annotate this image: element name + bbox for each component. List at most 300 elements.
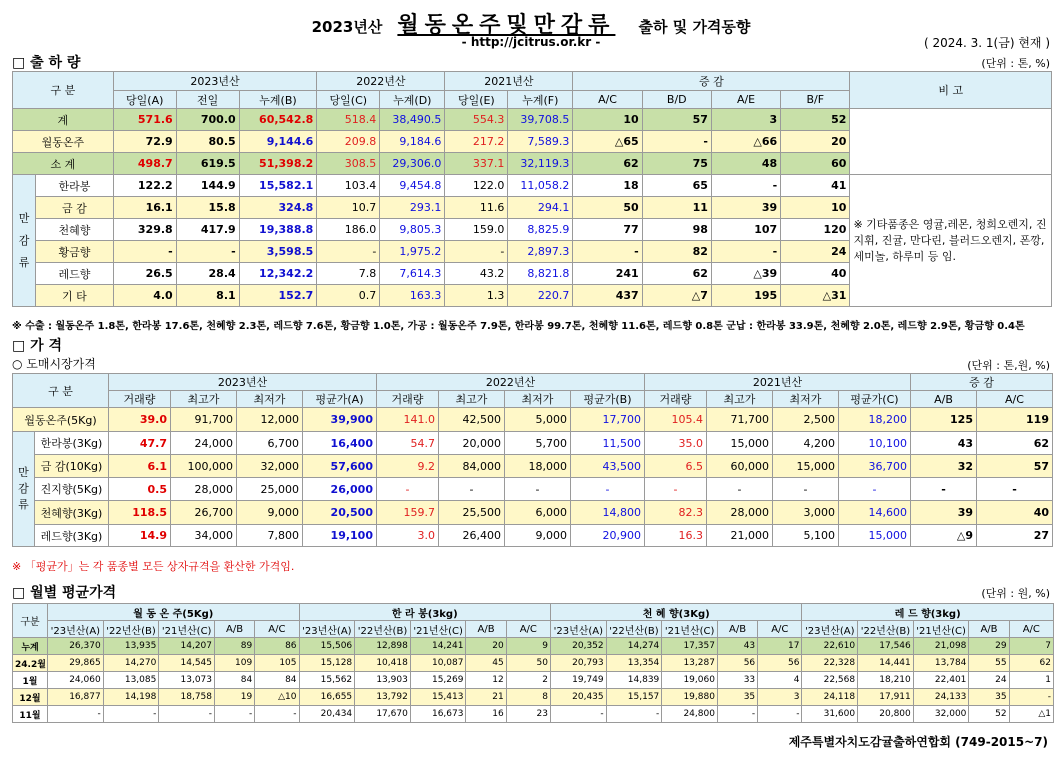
table-cell: 26,000 <box>303 478 377 501</box>
table-cell: 19,388.8 <box>239 219 317 241</box>
table-cell: 21 <box>466 689 506 706</box>
table-cell: 43 <box>717 638 757 655</box>
table-cell: 16,877 <box>48 689 104 706</box>
subheader-cell: A/C <box>977 391 1053 408</box>
side-label-mangam: 만 감 류 <box>13 175 36 307</box>
table-cell: - <box>571 478 645 501</box>
table-cell: 13,073 <box>159 672 215 689</box>
table-cell: 15,413 <box>410 689 466 706</box>
table-cell: 13,354 <box>606 655 662 672</box>
subheader-cell: 최고가 <box>707 391 773 408</box>
subheader-cell: 거래량 <box>109 391 171 408</box>
table-cell: 17,546 <box>858 638 914 655</box>
table-cell: 2,897.3 <box>508 241 573 263</box>
subheader-cell: 최저가 <box>505 391 571 408</box>
table-cell: 3,598.5 <box>239 241 317 263</box>
table-cell: 43 <box>911 432 977 455</box>
table-cell: 98 <box>642 219 711 241</box>
table-cell: 14,270 <box>103 655 159 672</box>
table-cell: - <box>215 706 255 723</box>
table-cell: 12,898 <box>355 638 411 655</box>
table-cell: 36,700 <box>839 455 911 478</box>
table-cell: 1.3 <box>445 285 508 307</box>
table-cell: 20 <box>781 131 850 153</box>
table-cell: 105.4 <box>645 408 707 432</box>
table-cell: 19,880 <box>662 689 718 706</box>
table-cell: 56 <box>758 655 802 672</box>
table-cell: 15,000 <box>839 525 911 547</box>
subheader-cell: '21년산(C) <box>159 621 215 638</box>
table-cell: 82 <box>642 241 711 263</box>
table-cell: 25,000 <box>237 478 303 501</box>
table-cell: 32,119.3 <box>508 153 573 175</box>
subheader-cell: '21년산(C) <box>662 621 718 638</box>
table-cell: 3,000 <box>773 501 839 525</box>
shipment-unit: (단위 : 톤, %) <box>981 57 1050 70</box>
table-cell: 18 <box>573 175 642 197</box>
header-label: 구분 <box>13 604 48 638</box>
table-row <box>13 408 1053 432</box>
table-cell: 14,207 <box>159 638 215 655</box>
header-row <box>13 391 1053 408</box>
row-label: 천혜향 <box>36 219 114 241</box>
subheader-cell: A/C <box>506 621 550 638</box>
table-cell: 13,935 <box>103 638 159 655</box>
subheader-cell: A/B <box>969 621 1009 638</box>
group-header: 한 라 봉(3kg) <box>299 604 550 621</box>
as-of-date: ( 2024. 3. 1(금) 현재 ) <box>923 36 1050 50</box>
table-cell: 7,614.3 <box>380 263 445 285</box>
table-cell: 20,800 <box>858 706 914 723</box>
table-cell: 77 <box>573 219 642 241</box>
table-cell: 9 <box>506 638 550 655</box>
table-cell: 152.7 <box>239 285 317 307</box>
table-cell: 20,900 <box>571 525 645 547</box>
table-cell: 35 <box>717 689 757 706</box>
table-cell: 28,000 <box>707 501 773 525</box>
table-cell: 20,793 <box>550 655 606 672</box>
table-cell: 24 <box>781 241 850 263</box>
table-cell: 43.2 <box>445 263 508 285</box>
subheader-cell: B/D <box>642 91 711 109</box>
table-cell: △7 <box>642 285 711 307</box>
table-cell: - <box>606 706 662 723</box>
header-row <box>13 72 1052 91</box>
table-cell: 1 <box>1009 672 1053 689</box>
table-cell: 9,805.3 <box>380 219 445 241</box>
table-cell: 21,000 <box>707 525 773 547</box>
table-cell: 7.8 <box>317 263 380 285</box>
table-cell: - <box>773 478 839 501</box>
table-row <box>13 109 1052 131</box>
table-cell: 18,200 <box>839 408 911 432</box>
table-cell: 39.0 <box>109 408 171 432</box>
table-cell: 17,670 <box>355 706 411 723</box>
table-cell: 17 <box>758 638 802 655</box>
table-cell: 118.5 <box>109 501 171 525</box>
table-cell: 48 <box>711 153 780 175</box>
table-cell: 24,000 <box>171 432 237 455</box>
table-cell: - <box>707 478 773 501</box>
table-cell: △39 <box>711 263 780 285</box>
table-cell: △1 <box>1009 706 1053 723</box>
table-cell: 293.1 <box>380 197 445 219</box>
table-cell: - <box>550 706 606 723</box>
table-cell: 109 <box>215 655 255 672</box>
table-cell: 3 <box>711 109 780 131</box>
table-cell: 62 <box>573 153 642 175</box>
row-label: 소 계 <box>13 153 114 175</box>
table-cell: 122.0 <box>445 175 508 197</box>
table-cell: △31 <box>781 285 850 307</box>
price-unit: (단위 : 톤,원, %) <box>967 359 1050 372</box>
table-cell: 24,800 <box>662 706 718 723</box>
table-cell: 3.0 <box>377 525 439 547</box>
subheader-cell: 거래량 <box>645 391 707 408</box>
table-cell: 14,198 <box>103 689 159 706</box>
monthly-section-title: □ 월별 평균가격 <box>12 585 117 601</box>
table-cell: 119 <box>977 408 1053 432</box>
subheader-cell: 누계(F) <box>508 91 573 109</box>
table-cell: 15,506 <box>299 638 355 655</box>
row-label: 한라봉 <box>36 175 114 197</box>
table-cell: 186.0 <box>317 219 380 241</box>
table-cell: 24,133 <box>913 689 969 706</box>
table-cell: 24,060 <box>48 672 104 689</box>
shipment-section-title: □ 출 하 량 <box>12 55 81 71</box>
table-cell: 52 <box>781 109 850 131</box>
table-cell: 18,758 <box>159 689 215 706</box>
title-suffix: 출하 및 가격동향 <box>638 18 751 36</box>
table-cell: 60 <box>781 153 850 175</box>
table-cell: 9,144.6 <box>239 131 317 153</box>
table-cell: 141.0 <box>377 408 439 432</box>
subheader-cell: 평균가(A) <box>303 391 377 408</box>
table-cell: 80.5 <box>176 131 239 153</box>
table-cell: 84 <box>215 672 255 689</box>
table-cell: 29 <box>969 638 1009 655</box>
table-cell: 16.1 <box>113 197 176 219</box>
table-cell: 23 <box>506 706 550 723</box>
table-cell: 120 <box>781 219 850 241</box>
table-cell: 16,400 <box>303 432 377 455</box>
table-cell: 619.5 <box>176 153 239 175</box>
table-row <box>13 432 1053 455</box>
table-cell: 0.7 <box>317 285 380 307</box>
table-cell: 41 <box>781 175 850 197</box>
table-cell: 125 <box>911 408 977 432</box>
table-cell: 0.5 <box>109 478 171 501</box>
table-cell: 8 <box>506 689 550 706</box>
row-label: 12월 <box>13 689 48 706</box>
table-cell: 18,000 <box>505 455 571 478</box>
table-cell: 84,000 <box>439 455 505 478</box>
table-cell: 103.4 <box>317 175 380 197</box>
table-cell: 11 <box>642 197 711 219</box>
table-cell: 15,157 <box>606 689 662 706</box>
row-label: 누계 <box>13 638 48 655</box>
table-cell: 28.4 <box>176 263 239 285</box>
table-cell: 22,568 <box>802 672 858 689</box>
table-cell: 15,128 <box>299 655 355 672</box>
table-cell: 26,700 <box>171 501 237 525</box>
table-cell: 29,865 <box>48 655 104 672</box>
table-cell: 14,274 <box>606 638 662 655</box>
table-cell: - <box>439 478 505 501</box>
subheader-cell: '23년산(A) <box>299 621 355 638</box>
table-cell: - <box>377 478 439 501</box>
header-row <box>13 621 1054 638</box>
table-row <box>13 655 1054 672</box>
table-cell: 1,975.2 <box>380 241 445 263</box>
table-cell: 294.1 <box>508 197 573 219</box>
table-cell: 417.9 <box>176 219 239 241</box>
table-cell: 7,589.3 <box>508 131 573 153</box>
table-cell: 32,000 <box>913 706 969 723</box>
subheader-cell: 최고가 <box>439 391 505 408</box>
table-cell: 26,370 <box>48 638 104 655</box>
monthly-unit: (단위 : 원, %) <box>981 587 1050 600</box>
header-row <box>13 374 1053 391</box>
table-cell: - <box>758 706 802 723</box>
table-cell: 91,700 <box>171 408 237 432</box>
table-cell: 38,490.5 <box>380 109 445 131</box>
table-cell: 57 <box>977 455 1053 478</box>
table-cell: 4 <box>758 672 802 689</box>
subheader-cell: '22년산(B) <box>103 621 159 638</box>
row-label: 월동온주 <box>13 131 114 153</box>
table-cell: △66 <box>711 131 780 153</box>
table-cell: 11,500 <box>571 432 645 455</box>
table-cell: 7 <box>1009 638 1053 655</box>
price-table <box>12 373 1053 547</box>
subheader-cell: A/B <box>466 621 506 638</box>
row-label: 월동온주(5Kg) <box>13 408 109 432</box>
table-row <box>13 689 1054 706</box>
table-cell: 20 <box>466 638 506 655</box>
subheader-cell: '21년산(C) <box>913 621 969 638</box>
subheader-cell: A/C <box>255 621 299 638</box>
subheader-cell: A/E <box>711 91 780 109</box>
footer-org: 제주특별자치도감귤출하연합회 (749-2015~7) <box>788 735 1048 749</box>
subheader-cell: '22년산(B) <box>606 621 662 638</box>
header-2022: 2022년산 <box>377 374 645 391</box>
header-change: 증 감 <box>573 72 850 91</box>
table-cell: 220.7 <box>508 285 573 307</box>
table-cell: 6.1 <box>109 455 171 478</box>
table-cell: - <box>1009 689 1053 706</box>
table-cell: 12,000 <box>237 408 303 432</box>
table-cell: 34,000 <box>171 525 237 547</box>
subheader-cell: 당일(E) <box>445 91 508 109</box>
side-label-mangam: 만 감 류 <box>13 432 35 547</box>
table-cell: 40 <box>781 263 850 285</box>
subheader-cell: '22년산(B) <box>355 621 411 638</box>
table-cell: 86 <box>255 638 299 655</box>
subheader-cell: '21년산(C) <box>410 621 466 638</box>
table-cell: 11,058.2 <box>508 175 573 197</box>
table-cell: 60,000 <box>707 455 773 478</box>
table-cell: 56 <box>717 655 757 672</box>
table-cell: 43,500 <box>571 455 645 478</box>
table-cell: 14,600 <box>839 501 911 525</box>
subheader-cell: 누계(B) <box>239 91 317 109</box>
group-header: 레 드 향(3kg) <box>802 604 1054 621</box>
table-cell: 26,400 <box>439 525 505 547</box>
table-cell: 10 <box>781 197 850 219</box>
subheader-cell: B/F <box>781 91 850 109</box>
table-cell: 518.4 <box>317 109 380 131</box>
group-header: 천 혜 향(3Kg) <box>550 604 801 621</box>
subheader-cell: '23년산(A) <box>48 621 104 638</box>
table-cell: 16 <box>466 706 506 723</box>
table-cell: 29,306.0 <box>380 153 445 175</box>
subheader-cell: 누계(D) <box>380 91 445 109</box>
table-cell: 13,287 <box>662 655 718 672</box>
table-cell: 14,545 <box>159 655 215 672</box>
table-cell: 9,454.8 <box>380 175 445 197</box>
header-2021: 2021년산 <box>645 374 911 391</box>
row-label: 레드향(3Kg) <box>35 525 109 547</box>
table-row <box>13 478 1053 501</box>
table-cell: 21,098 <box>913 638 969 655</box>
header-row <box>13 604 1054 621</box>
subheader-cell: '23년산(A) <box>802 621 858 638</box>
table-cell: 82.3 <box>645 501 707 525</box>
table-cell: 15.8 <box>176 197 239 219</box>
table-cell: 20,352 <box>550 638 606 655</box>
table-cell: 10,418 <box>355 655 411 672</box>
table-cell: 2 <box>506 672 550 689</box>
table-cell: 60,542.8 <box>239 109 317 131</box>
table-cell: 17,357 <box>662 638 718 655</box>
header-2023: 2023년산 <box>109 374 377 391</box>
table-row <box>13 525 1053 547</box>
table-cell: 9,000 <box>505 525 571 547</box>
subheader-cell: A/C <box>1009 621 1053 638</box>
table-cell: 20,434 <box>299 706 355 723</box>
table-row <box>13 638 1054 655</box>
table-cell: 6,000 <box>505 501 571 525</box>
table-cell: 24,118 <box>802 689 858 706</box>
table-cell: 2,500 <box>773 408 839 432</box>
table-cell: 50 <box>573 197 642 219</box>
table-cell: 324.8 <box>239 197 317 219</box>
table-cell: - <box>645 478 707 501</box>
table-cell: - <box>911 478 977 501</box>
table-cell: 14.9 <box>109 525 171 547</box>
title-main: 월동온주및만감류 <box>397 12 616 38</box>
table-cell: 51,398.2 <box>239 153 317 175</box>
table-cell: 39 <box>911 501 977 525</box>
table-cell: 17,911 <box>858 689 914 706</box>
table-cell: 19,100 <box>303 525 377 547</box>
table-row <box>13 501 1053 525</box>
title-prefix: 2023년산 <box>311 18 383 36</box>
table-cell: 19,749 <box>550 672 606 689</box>
subheader-cell: 최저가 <box>773 391 839 408</box>
table-cell: 31,600 <box>802 706 858 723</box>
table-cell: 20,435 <box>550 689 606 706</box>
table-cell: 105 <box>255 655 299 672</box>
table-cell: - <box>103 706 159 723</box>
table-cell: 6,700 <box>237 432 303 455</box>
row-label: 24.2월 <box>13 655 48 672</box>
table-cell: 195 <box>711 285 780 307</box>
table-cell: 159.0 <box>445 219 508 241</box>
table-cell: 18,210 <box>858 672 914 689</box>
table-cell: 4.0 <box>113 285 176 307</box>
table-cell: 54.7 <box>377 432 439 455</box>
row-label: 레드향 <box>36 263 114 285</box>
table-cell: 22,328 <box>802 655 858 672</box>
table-cell: 16.3 <box>645 525 707 547</box>
table-cell: 4,200 <box>773 432 839 455</box>
table-cell: 217.2 <box>445 131 508 153</box>
table-cell: 498.7 <box>113 153 176 175</box>
table-cell: 163.3 <box>380 285 445 307</box>
table-cell: 47.7 <box>109 432 171 455</box>
table-cell: 17,700 <box>571 408 645 432</box>
site-url[interactable]: - http://jcitrus.or.kr - <box>461 35 601 49</box>
table-cell: 144.9 <box>176 175 239 197</box>
table-cell: 10,100 <box>839 432 911 455</box>
table-cell: 62 <box>1009 655 1053 672</box>
price-note: ※ 「평균가」는 각 품종별 모든 상자규격을 환산한 가격임. <box>12 560 295 573</box>
table-cell: 35 <box>969 689 1009 706</box>
header-note: 비 고 <box>850 72 1052 109</box>
table-cell: 84 <box>255 672 299 689</box>
subheader-cell: 평균가(B) <box>571 391 645 408</box>
table-cell: 6.5 <box>645 455 707 478</box>
table-cell: 554.3 <box>445 109 508 131</box>
table-cell: 71,700 <box>707 408 773 432</box>
table-cell: 10,087 <box>410 655 466 672</box>
subheader-cell: 평균가(C) <box>839 391 911 408</box>
table-cell: 22,610 <box>802 638 858 655</box>
table-cell: 122.2 <box>113 175 176 197</box>
subheader-cell: '22년산(B) <box>858 621 914 638</box>
table-cell: 14,241 <box>410 638 466 655</box>
table-cell: 13,085 <box>103 672 159 689</box>
table-cell: 16,655 <box>299 689 355 706</box>
subheader-cell: A/C <box>758 621 802 638</box>
table-cell: △10 <box>255 689 299 706</box>
table-cell: 19 <box>215 689 255 706</box>
table-cell: 10.7 <box>317 197 380 219</box>
table-row <box>13 672 1054 689</box>
table-cell: - <box>317 241 380 263</box>
table-cell: 7,800 <box>237 525 303 547</box>
table-cell: 241 <box>573 263 642 285</box>
price-subsection: ○ 도매시장가격 <box>12 357 96 371</box>
table-cell: 62 <box>977 432 1053 455</box>
table-cell: 89 <box>215 638 255 655</box>
table-cell: 8.1 <box>176 285 239 307</box>
table-cell: 39,900 <box>303 408 377 432</box>
table-cell: - <box>711 241 780 263</box>
header-change: 증 감 <box>911 374 1053 391</box>
header-label: 구 분 <box>13 72 114 109</box>
table-cell: 437 <box>573 285 642 307</box>
subheader-cell: 당일(C) <box>317 91 380 109</box>
table-cell: - <box>573 241 642 263</box>
table-row <box>13 175 1052 197</box>
row-label: 기 타 <box>36 285 114 307</box>
table-cell: 50 <box>506 655 550 672</box>
table-cell: 75 <box>642 153 711 175</box>
table-cell: 45 <box>466 655 506 672</box>
